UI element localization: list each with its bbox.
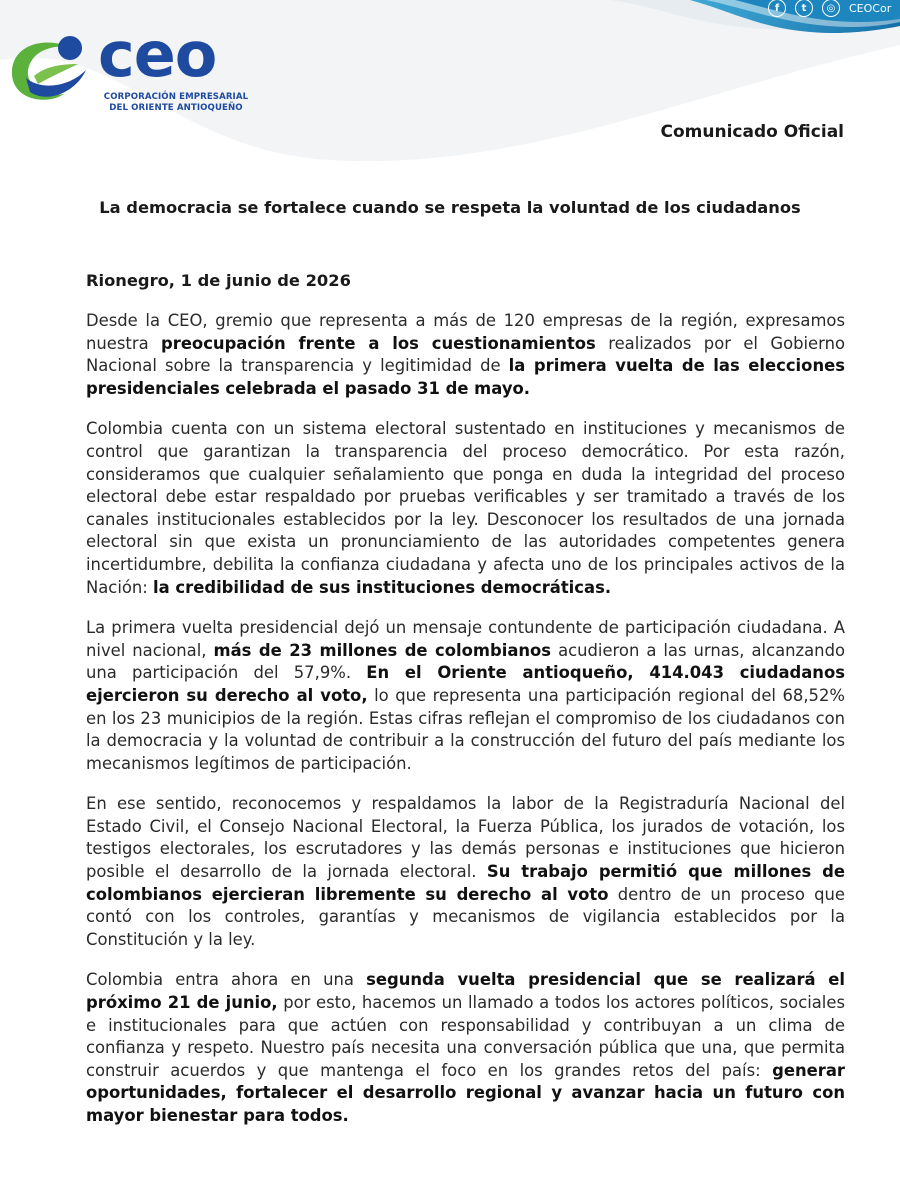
body-paragraph bbox=[86, 617, 845, 775]
bold-text: En el Oriente antioqueño, 414.043 ciudadanos ejercieron su derecho al voto, bbox=[86, 663, 845, 705]
dateline: Rionegro, 1 de junio de 2026 bbox=[86, 271, 351, 290]
text-run: por esto, hacemos un llamado a todos los actores políticos, sociales e institucionales para que actúen con responsabilidad y contribuyan a un clima de confianza y respeto. Nuestro país necesita una conversación pública que una, que permita construir acuerdos y que mantenga el foco en los grandes retos del país: bbox=[86, 993, 845, 1080]
body-paragraph bbox=[86, 969, 845, 1127]
logo-subtitle-line1: CORPORACIÓN EMPRESARIAL bbox=[103, 92, 249, 102]
ceo-logo-emblem bbox=[6, 18, 98, 108]
logo-subtitle bbox=[102, 92, 250, 114]
bold-text: segunda vuelta presidencial que se realizará el próximo 21 de junio, bbox=[86, 970, 845, 1013]
twitter-icon[interactable]: t bbox=[795, 0, 813, 17]
bold-text: la credibilidad de sus instituciones democráticas. bbox=[153, 577, 612, 597]
social-handle[interactable]: CEOCor bbox=[849, 1, 892, 15]
text-run: lo que representa una participación regional del 68,52% en los 23 municipios de la región. Estas cifras reflejan el compromiso de los ciudadanos con la democracia y la voluntad de contribuir a la construcción del futuro del país mediante los mecanismos legítimos de participación. bbox=[86, 685, 845, 773]
body-paragraph bbox=[86, 793, 845, 951]
logo-wordmark: ceo bbox=[98, 18, 217, 91]
facebook-icon[interactable]: f bbox=[768, 0, 786, 17]
logo-subtitle-line2: DEL ORIENTE ANTIOQUEÑO bbox=[109, 103, 243, 113]
body-text bbox=[86, 310, 845, 1146]
text-run: Colombia entra ahora en una bbox=[86, 970, 367, 990]
instagram-icon[interactable]: ◎ bbox=[822, 0, 840, 17]
bold-text: generar oportunidades, fortalecer el desarrollo regional y avanzar hacia un futuro con mayor bienestar para todos. bbox=[86, 1060, 845, 1125]
text-run: Desde la CEO, gremio que representa a más de 120 empresas de la región, expresamos nuestra bbox=[86, 311, 845, 353]
bold-text: preocupación frente a los cuestionamientos bbox=[161, 333, 596, 353]
text-run: acudieron a las urnas, alcanzando una participación del 57,9%. bbox=[86, 640, 846, 683]
text-run: dentro de un proceso que contó con los controles, garantías y mecanismos de vigilancia establecidos por la Constitución y la ley. bbox=[86, 884, 845, 949]
body-paragraph bbox=[86, 310, 845, 400]
text-run: Colombia cuenta con un sistema electoral sustentado en instituciones y mecanismos de control que garantizan la transparencia del proceso democrático. Por esta razón, consideramos que cualquier señalamiento que ponga en duda la integridad del proceso electoral debe estar respaldado por pruebas verificables y ser tramitado a través de los canales institucionales establecidos por la ley. Desconocer los resultados de una jornada electoral sin que exista un pronunciamiento de las autoridades competentes genera incertidumbre, debilita la confianza ciudadana y afecta uno de los principales activos de la Nación: bbox=[86, 419, 845, 597]
bold-text: la primera vuelta de las elecciones presidenciales celebrada el pasado 31 de mayo. bbox=[86, 356, 845, 398]
document-label: Comunicado Oficial bbox=[660, 122, 844, 142]
bold-text: más de 23 millones de colombianos bbox=[213, 640, 552, 660]
body-paragraph bbox=[86, 418, 845, 599]
headline: La democracia se fortalece cuando se respeta la voluntad de los ciudadanos bbox=[99, 198, 801, 217]
text-run: realizados por el Gobierno Nacional sobre la transparencia y legitimidad de bbox=[86, 333, 846, 376]
text-run: La primera vuelta presidencial dejó un mensaje contundente de participación ciudadana. A nivel nacional, bbox=[86, 618, 845, 660]
social-links bbox=[768, 0, 891, 18]
ceo-logo bbox=[6, 18, 256, 118]
text-run: En ese sentido, reconocemos y respaldamos la labor de la Registraduría Nacional del Estado Civil, el Consejo Nacional Electoral, la Fuerza Pública, los jurados de votación, los testigos electorales, los escrutadores y las demás personas e instituciones que hicieron posible el desarrollo de la jornada electoral. bbox=[86, 794, 845, 882]
bold-text: Su trabajo permitió que millones de colombianos ejercieran libremente su derecho al voto bbox=[86, 862, 845, 904]
